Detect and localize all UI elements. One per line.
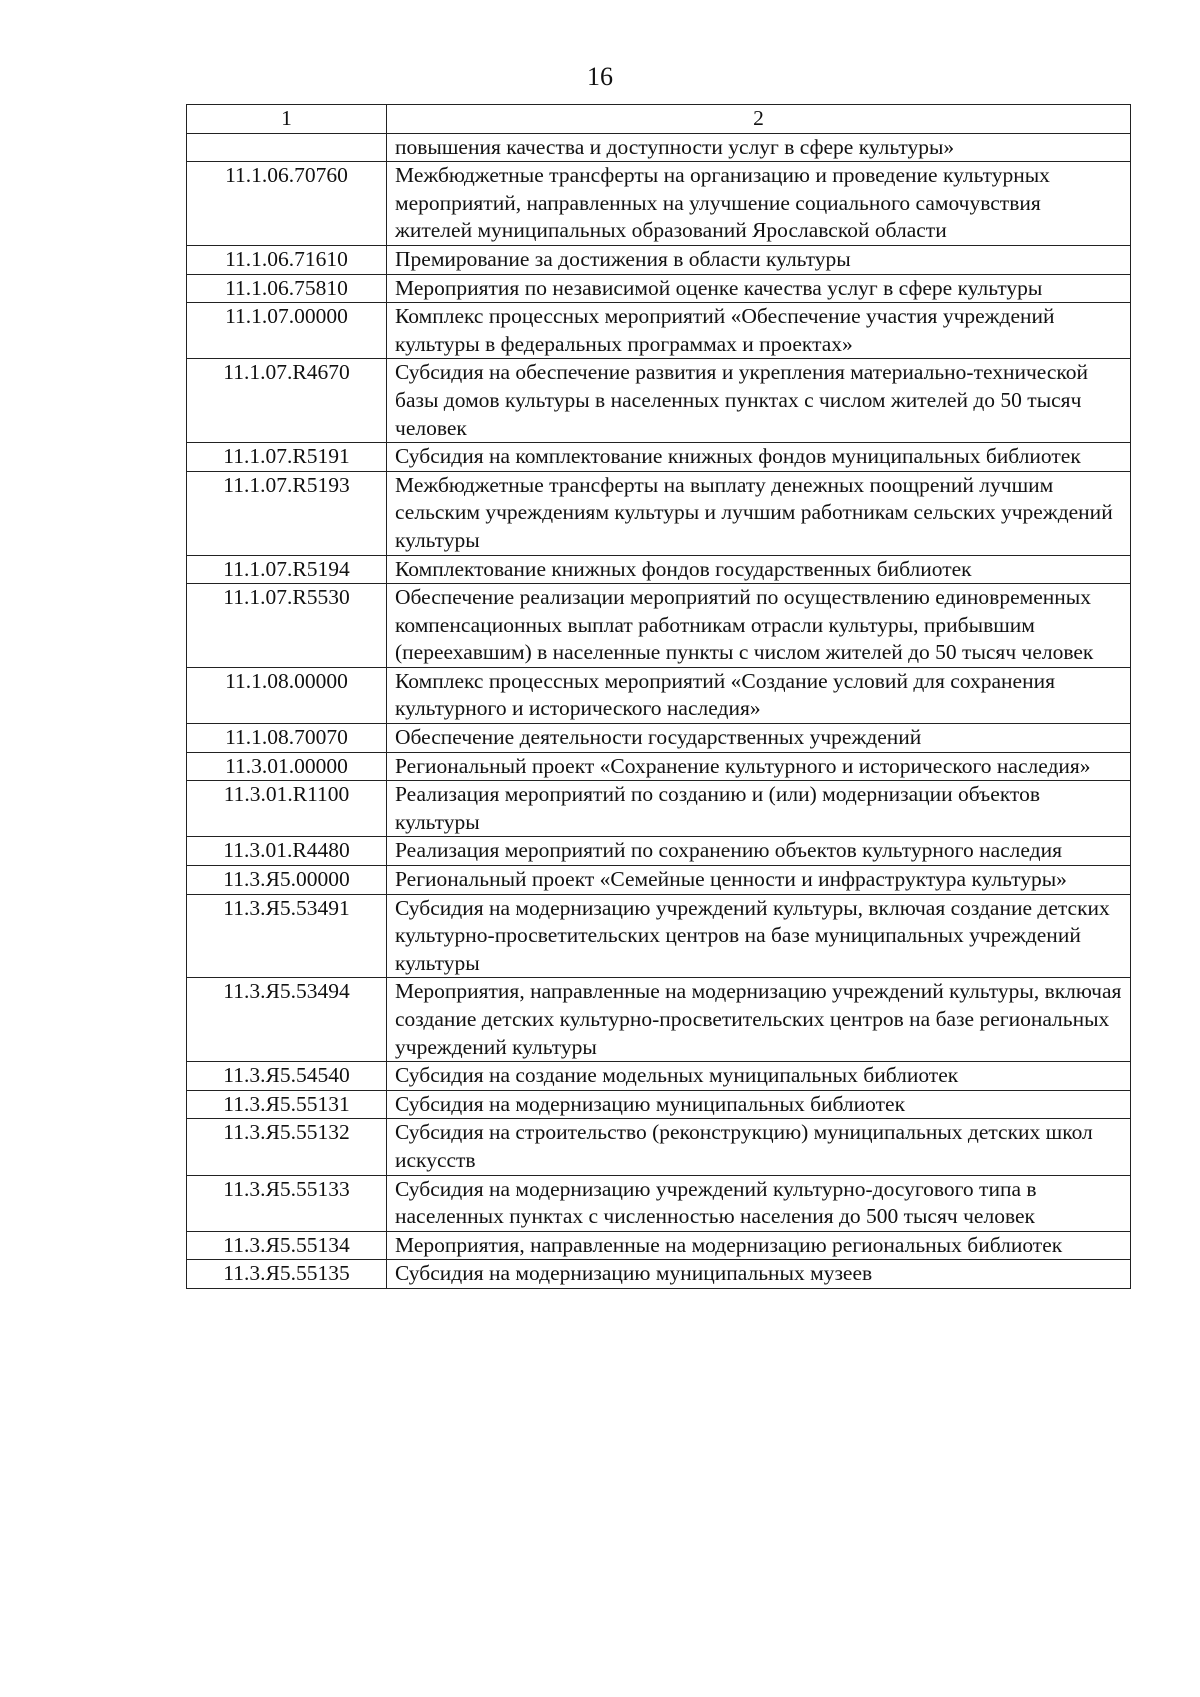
table-row [187, 1062, 1131, 1091]
expense-name-cell: Мероприятия, направленные на модернизацию учреждений культуры, включая создание детских культурно-просветительских центров на базе региональных учреждений культуры [387, 978, 1131, 1062]
column-header-name: 2 [387, 105, 1131, 134]
expense-name-cell: Межбюджетные трансферты на выплату денежных поощрений лучшим сельским учреждениям культуры и лучшим работникам сельских учреждений культуры [387, 471, 1131, 555]
table-row [187, 667, 1131, 723]
expense-name-cell: Межбюджетные трансферты на организацию и проведение культурных мероприятий, направленных на улучшение социального самочувствия жителей муниципальных образований Ярославской области [387, 162, 1131, 246]
table-row [187, 274, 1131, 303]
budget-code-cell: 11.3.Я5.00000 [187, 866, 387, 895]
budget-code-cell: 11.3.Я5.55134 [187, 1231, 387, 1260]
table-row [187, 978, 1131, 1062]
budget-codes-table [186, 104, 1131, 1289]
expense-name-cell: Субсидия на комплектование книжных фондов муниципальных библиотек [387, 443, 1131, 472]
budget-code-cell: 11.3.Я5.53494 [187, 978, 387, 1062]
budget-code-cell: 11.1.06.70760 [187, 162, 387, 246]
table-body [187, 133, 1131, 1288]
table-row [187, 133, 1131, 162]
budget-code-cell: 11.3.Я5.54540 [187, 1062, 387, 1091]
budget-code-cell: 11.3.Я5.55133 [187, 1175, 387, 1231]
budget-code-cell: 11.3.Я5.55135 [187, 1260, 387, 1289]
expense-name-cell: Региональный проект «Семейные ценности и инфраструктура культуры» [387, 866, 1131, 895]
table-row [187, 471, 1131, 555]
table-row [187, 837, 1131, 866]
budget-code-cell: 11.3.Я5.55132 [187, 1119, 387, 1175]
table-row [187, 866, 1131, 895]
expense-name-cell: Обеспечение реализации мероприятий по осуществлению единовременных компенсационных выплат работникам отрасли культуры, прибывшим (переехавшим) в населенные пункты с числом жителей до 50 тысяч человек [387, 584, 1131, 668]
table-row [187, 303, 1131, 359]
expense-name-cell: Комплектование книжных фондов государственных библиотек [387, 555, 1131, 584]
budget-code-cell: 11.3.01.R1100 [187, 781, 387, 837]
budget-code-cell: 11.1.07.00000 [187, 303, 387, 359]
budget-code-cell: 11.1.08.00000 [187, 667, 387, 723]
budget-code-cell: 11.1.06.75810 [187, 274, 387, 303]
expense-name-cell: Комплекс процессных мероприятий «Обеспечение участия учреждений культуры в федеральных программах и проектах» [387, 303, 1131, 359]
expense-name-cell: Субсидия на создание модельных муниципальных библиотек [387, 1062, 1131, 1091]
table-row [187, 724, 1131, 753]
table-row [187, 1260, 1131, 1289]
expense-name-cell: Мероприятия, направленные на модернизацию региональных библиотек [387, 1231, 1131, 1260]
budget-code-cell: 11.1.07.R4670 [187, 359, 387, 443]
budget-code-cell: 11.1.07.R5193 [187, 471, 387, 555]
expense-name-cell: Субсидия на модернизацию муниципальных библиотек [387, 1090, 1131, 1119]
expense-name-cell: Мероприятия по независимой оценке качества услуг в сфере культуры [387, 274, 1131, 303]
table-row [187, 1175, 1131, 1231]
page-number: 16 [587, 62, 613, 91]
table-row [187, 443, 1131, 472]
budget-code-cell: 11.1.07.R5530 [187, 584, 387, 668]
budget-code-cell: 11.1.07.R5191 [187, 443, 387, 472]
table-row [187, 162, 1131, 246]
table-row [187, 1090, 1131, 1119]
budget-code-cell: 11.1.08.70070 [187, 724, 387, 753]
table-row [187, 781, 1131, 837]
expense-name-cell: Реализация мероприятий по созданию и (или) модернизации объектов культуры [387, 781, 1131, 837]
expense-name-cell: Субсидия на строительство (реконструкцию) муниципальных детских школ искусств [387, 1119, 1131, 1175]
table-row [187, 584, 1131, 668]
budget-code-cell: 11.3.01.00000 [187, 752, 387, 781]
expense-name-cell: Реализация мероприятий по сохранению объектов культурного наследия [387, 837, 1131, 866]
table-row [187, 752, 1131, 781]
expense-name-cell: Комплекс процессных мероприятий «Создание условий для сохранения культурного и исторического наследия» [387, 667, 1131, 723]
table-row [187, 245, 1131, 274]
expense-name-cell: Субсидия на модернизацию учреждений культурно-досугового типа в населенных пунктах с численностью населения до 500 тысяч человек [387, 1175, 1131, 1231]
table-row [187, 1231, 1131, 1260]
table-row [187, 1119, 1131, 1175]
budget-code-cell [187, 133, 387, 162]
table-row [187, 555, 1131, 584]
expense-name-cell: Субсидия на обеспечение развития и укрепления материально-технической базы домов культуры в населенных пунктах с числом жителей до 50 тысяч человек [387, 359, 1131, 443]
budget-code-cell: 11.1.07.R5194 [187, 555, 387, 584]
expense-name-cell: Премирование за достижения в области культуры [387, 245, 1131, 274]
table-row [187, 894, 1131, 978]
column-header-code: 1 [187, 105, 387, 134]
budget-code-cell: 11.3.01.R4480 [187, 837, 387, 866]
expense-name-cell: повышения качества и доступности услуг в сфере культуры» [387, 133, 1131, 162]
budget-code-cell: 11.3.Я5.55131 [187, 1090, 387, 1119]
expense-name-cell: Субсидия на модернизацию учреждений культуры, включая создание детских культурно-просветительских центров на базе муниципальных учреждений культуры [387, 894, 1131, 978]
table-header-row [187, 105, 1131, 134]
expense-name-cell: Обеспечение деятельности государственных учреждений [387, 724, 1131, 753]
budget-code-cell: 11.3.Я5.53491 [187, 894, 387, 978]
table-row [187, 359, 1131, 443]
budget-code-cell: 11.1.06.71610 [187, 245, 387, 274]
expense-name-cell: Региональный проект «Сохранение культурного и исторического наследия» [387, 752, 1131, 781]
expense-name-cell: Субсидия на модернизацию муниципальных музеев [387, 1260, 1131, 1289]
